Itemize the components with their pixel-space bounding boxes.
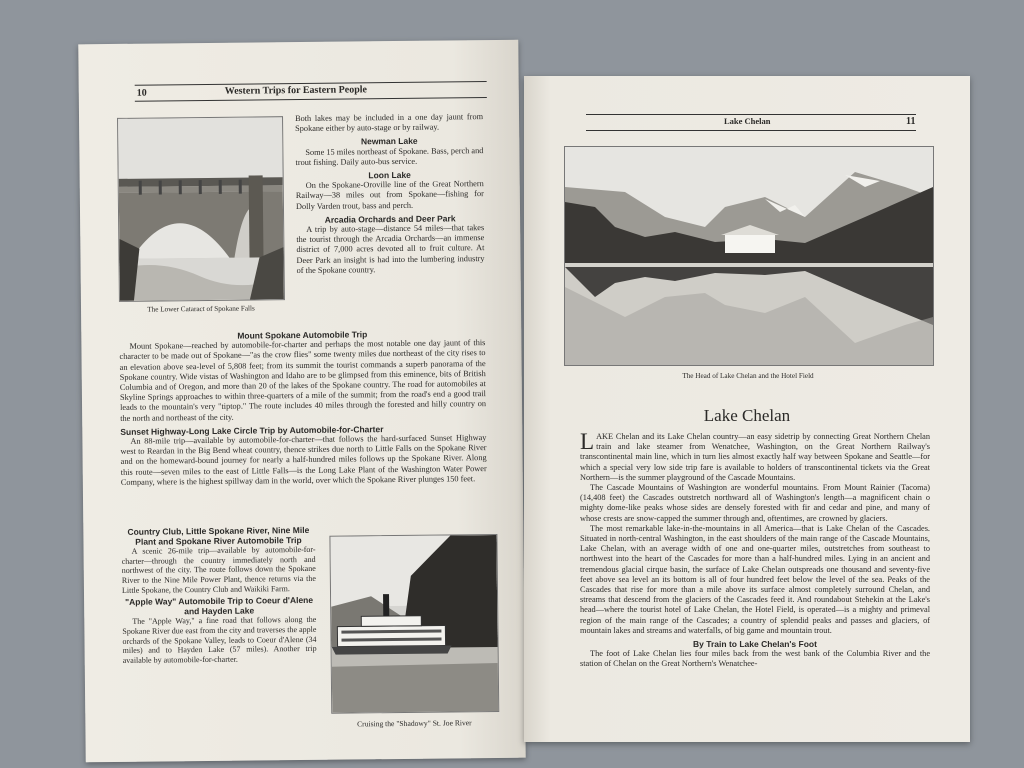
paragraph-1: AKE Chelan and its Lake Chelan country—an easy sidetrip by connecting Great Northern Chelan train and lake steamer from Wenatchee, Washington, on the Great Northern Railway's transcontinental main line, which in turn lies almost exactly half way between Spokane and Seattle—for which a special very low side trip fare is available to holders of transcontinental tickets via the Great Northern—is the summer playground of the Cascade Mountains.: [580, 432, 930, 482]
running-head-right: Lake Chelan: [724, 116, 771, 126]
left-full-column: [119, 328, 487, 488]
left-upper-column: [295, 112, 485, 276]
section-title-country-club: Country Club, Little Spokane River, Nine Mile Plant and Spokane River Automobile Trip: [127, 524, 310, 547]
header-rule-bottom-right: [586, 130, 916, 131]
section-title-apple-way: "Apple Way" Automobile Trip to Coeur d'Alene and Hayden Lake: [125, 595, 314, 616]
section-body-arcadia: A trip by auto-stage—distance 54 miles—that takes the tourist through the Arcadia Orchards—an immense district of 7,000 acres devoted all to fruit culture. At Deer Park an insight is had into the lumbering industry of the Spokane country.: [296, 223, 485, 275]
drop-cap-letter: L: [580, 429, 595, 454]
right-column: [580, 429, 930, 670]
right-page: [524, 76, 970, 742]
article-title: Lake Chelan: [703, 406, 791, 425]
photo-lake-chelan-caption: The Head of Lake Chelan and the Hotel Field: [682, 372, 814, 380]
photo-spokane-falls-caption: The Lower Cataract of Spokane Falls: [147, 304, 255, 314]
intro-text: Both lakes may be included in a one day jaunt from Spokane either by auto-stage or by railway.: [294, 112, 484, 134]
photo-st-joe-river-caption: Cruising the "Shadowy" St. Joe River: [357, 718, 472, 729]
section-title-sunset-highway: Sunset Highway-Long Lake Circle Trip by Automobile-for-Charter: [120, 423, 384, 437]
running-head-left: Western Trips for Eastern People: [224, 84, 368, 97]
section-body-mount-spokane: Mount Spokane—reached by automobile-for-charter and perhaps the most notable one day jaunt of this character to be made out of Spokane—"as the crow flies" some twenty miles due northeast of the city rises to an elevation above sea-level of 5,808 feet; from its summit the tourist commands a superb panorama of the Spokane country. Wide vistas of Washington and Idaho are to be glimpsed from this eminence, bits of British Columbia and of Oregon, and more than 20 of the lakes of the Spokane country. The road for automobiles at Skyline Springs approaches to within three-quarters of a mile of the summit; from the road's end a good trail leads to the mountain's very "tiptop." The route includes 40 miles through the forested and hilly country on the north and northeast of the city.: [119, 338, 487, 423]
section-body-newman: Some 15 miles northeast of Spokane. Bass, perch and trout fishing. Daily auto-bus service.: [295, 145, 484, 167]
section-title-arcadia: Arcadia Orchards and Deer Park: [324, 213, 456, 225]
page-number-left: 10: [136, 87, 147, 99]
header-rule-top-right: [586, 114, 916, 115]
section-title-newman: Newman Lake: [360, 136, 418, 147]
photo-spokane-falls: [117, 116, 285, 302]
header-rule-bottom: [135, 97, 487, 102]
left-lower-column: [121, 526, 316, 665]
paragraph-3: The most remarkable lake-in-the-mountains in all America—that is Lake Chelan of the Cascades. Situated in north-central Washington, in the east shoulders of the main range of the Cascade Mountains, Lake Chelan, with an average width of one and one-quarter miles, outstretches from southeast to northwest into the heart of the Cascades for more than a half-hundred miles. Lying in an ancient and tremendous glacial cirque basin, the surface of Lake Chelan outspreads one thousand and seventy-five feet above sea level an its bottom is all of four hundred feet below the level of the sea. Peaks of the Cascades that rise for more than a mile above its surface almost completely surround Chelan, and streams that descend from the glaciers of the Cascades feed it. And roundabout Stehekin at the Lake's head—where the tourist hotel of Lake Chelan, the Hotel Field, is operated—is a mighty and primeval region of the main range of the Cascades; a country of splendid peaks and passes and glaciers, of mountain lakes and streams and waterfalls, of big game and mountain trout.: [580, 523, 930, 635]
section-body-sunset-highway: An 88-mile trip—available by automobile-for-charter—that follows the hard-surfaced Sunset Highway west to Reardan in the Big Bend wheat country, thence strikes due north to Little Falls on the Spokane River and on the homeward-bound journey for nearly a half-hundred miles follows up the Spokane River. Along this route—seven miles to the east of Little Falls—is the Long Lake Plant of the Washington Water Power Company, where is the highest spillway dam in the world, over which the Spokane River plunges 150 feet.: [120, 433, 487, 487]
photo-st-joe-river: [329, 534, 499, 714]
section-title-loon: Loon Lake: [368, 169, 411, 181]
section-body-loon: On the Spokane-Oroville line of the Great Northern Railway—38 miles out from Spokane—fishing for Dolly Varden trout, bass and perch.: [295, 179, 484, 211]
section-body-country-club: A scenic 26-mile trip—available by automobile-for-charter—through the country immediately north and northwest of the city. The route follows down the Spokane River to the Nine Mile Power Plant, thence returns via the Little Spokane, the Country Club and Waikiki Farm.: [121, 545, 316, 595]
paragraph-4: The foot of Lake Chelan lies four miles back from the west bank of the Columbia River and the station of Chelan on the Great Northern's Wenatchee-: [580, 649, 930, 669]
section-body-apple-way: The "Apple Way," a fine road that follows along the Spokane River due east from the city and traverses the apple orchards of the Spokane Valley, leads to Coeur d'Alene (34 miles) and to Hayden Lake (57 miles). Another trip available by automobile-for-charter.: [122, 615, 317, 665]
photo-lake-chelan: [564, 146, 934, 366]
left-page: [78, 40, 525, 763]
paragraph-2: The Cascade Mountains of Washington are wonderful mountains. From Mount Rainier (Tacoma) (14,408 feet) the Cascades outstretch northward all of Washington's length—a magnificent chain o mighty dome-like peaks whose sides are densely forested with fir and cedar and pine, and many of whose crests are snow-capped the summer through and, oftentimes, are crowned by glaciers.: [580, 483, 930, 523]
section-title-mount-spokane: Mount Spokane Automobile Trip: [237, 329, 368, 341]
subhead-train: By Train to Lake Chelan's Foot: [693, 639, 817, 650]
page-number-right: 11: [906, 116, 916, 127]
